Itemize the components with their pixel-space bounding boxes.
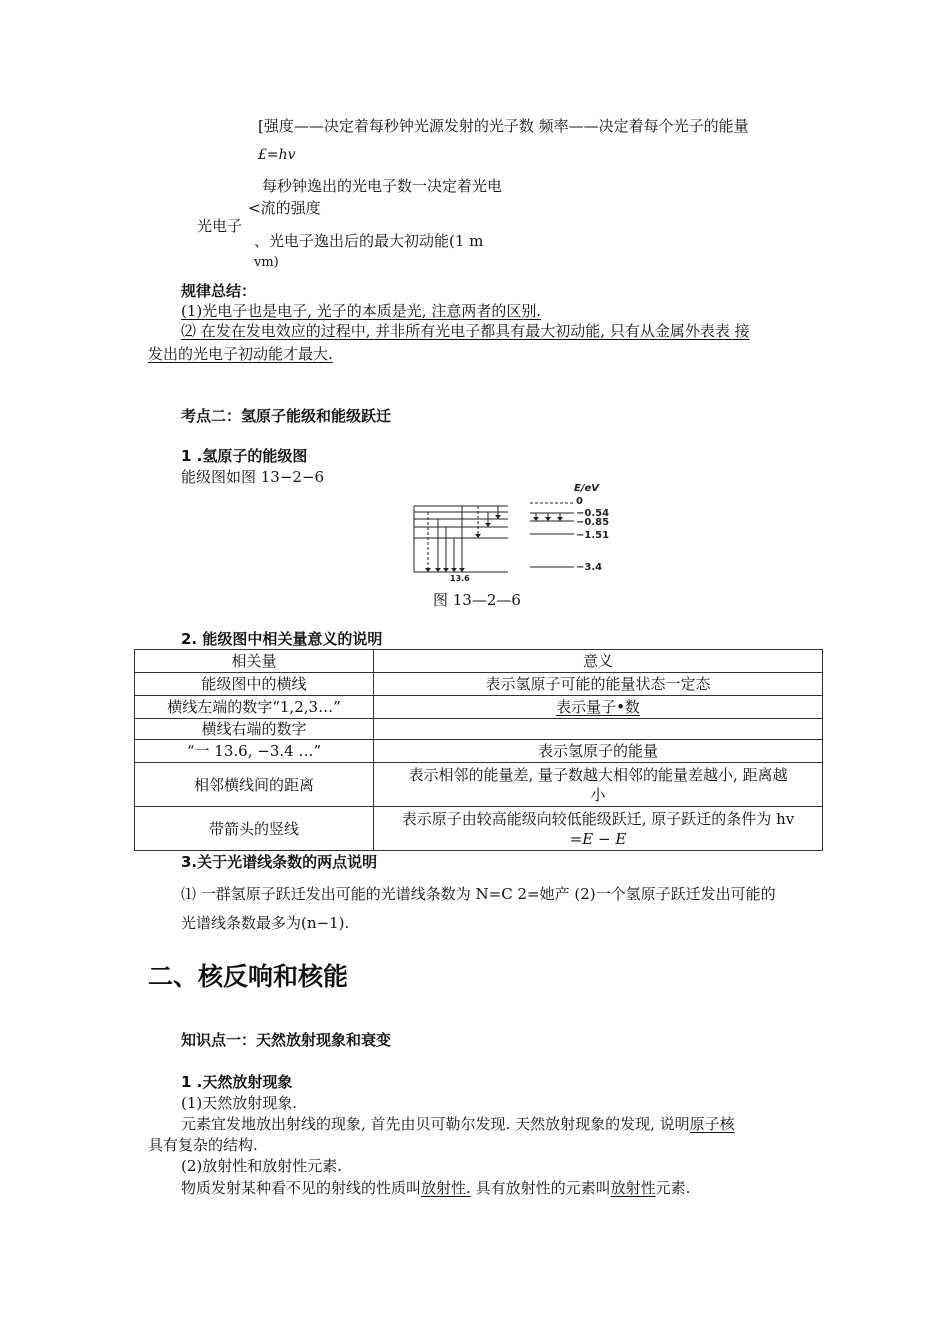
level-label-2: −0.85 xyxy=(576,517,610,528)
photoelectric-line-intensity-frequency: [强度——决定着每秒钟光源发射的光子数 频率——决定着每个光子的能量 xyxy=(258,117,749,135)
ground-level-label: 13.6 xyxy=(450,574,470,583)
level-label-3: −1.51 xyxy=(576,530,610,541)
radioactive-term: 放射性 xyxy=(610,1179,656,1197)
quantity-meaning-table xyxy=(134,649,823,851)
knowledge-point-title: 知识点一：天然放射现象和衰变 xyxy=(181,1031,392,1049)
paragraph-4-text: 物质发射某种看不见的射线的性质叫 xyxy=(181,1179,422,1197)
table-cell xyxy=(374,807,823,851)
energy-level-intro: 能级图如图 13−2−6 xyxy=(181,468,325,486)
paragraph-2-continued: 具有复杂的结构. xyxy=(148,1136,258,1154)
paragraph-3: (2)放射性和放射性元素. xyxy=(181,1157,343,1175)
table-header-cell: 相关量 xyxy=(135,650,374,673)
section-title-energy-levels: 考点二：氢原子能级和能级跃迁 xyxy=(181,407,392,425)
table-row xyxy=(135,740,823,763)
spectral-lines-text-1: ⑴ 一群氢原子跃迁发出可能的光谱线条数为 N=C 2=她产 (2)一个氢原子跃迁发出可能的 xyxy=(181,885,776,903)
table-cell xyxy=(374,763,823,807)
level-label-0: 0 xyxy=(576,496,583,507)
subsection-quantity-meaning: 2. 能级图中相关量意义的说明 xyxy=(181,630,383,648)
table-row xyxy=(135,719,823,740)
table-cell: 带箭头的竖线 xyxy=(135,807,374,851)
table-cell-line: 表示原子由较高能级向较低能级跃迁, 原子跃迁的条件为 hv xyxy=(401,809,795,828)
table-row xyxy=(135,673,823,696)
table-row xyxy=(135,763,823,807)
summary-item-2b: 发出的光电子初动能才最大. xyxy=(148,345,333,363)
paragraph-4-text: 元素. xyxy=(655,1179,691,1197)
table-cell-line: 表示相邻的能量差, 量子数越大相邻的能量差越小, 距离越 xyxy=(408,765,788,784)
photoelectric-line-kinetic: 、光电子逸出后的最大初动能(1 m xyxy=(254,232,484,250)
table-cell: 相邻横线间的距离 xyxy=(135,763,374,807)
paragraph-4-text: 具有放射性的元素叫 xyxy=(470,1179,611,1197)
spectral-lines-text-2: 光谱线条数最多为(n−1). xyxy=(181,914,350,932)
summary-title: 规律总结： xyxy=(181,282,257,300)
summary-item-2a: ⑵ 在发在发电效应的过程中, 并非所有光电子都具有最大初动能, 只有从金属外表表 接 xyxy=(181,322,750,340)
table-cell: 横线左端的数字“1,2,3…” xyxy=(135,696,374,719)
photoelectron-label: 光电子 xyxy=(197,217,243,235)
paragraph-2-text: 元素宜发地放出射线的现象, 首先由贝可勒尔发现. 天然放射现象的发现, 说明 xyxy=(181,1115,690,1133)
radioactivity-term: 放射性. xyxy=(421,1179,471,1197)
atomic-nucleus-term: 原子核 xyxy=(689,1115,735,1133)
level-label-4: −3.4 xyxy=(576,562,603,573)
table-cell: “一 13.6, −3.4 …” xyxy=(135,740,374,763)
photoelectric-line-current: <流的强度 xyxy=(248,199,321,217)
table-cell: 横线右端的数字 xyxy=(135,719,374,740)
figure-caption: 图 13—2—6 xyxy=(433,591,521,609)
table-cell-line: 小 xyxy=(590,785,606,804)
table-row xyxy=(135,807,823,851)
photon-energy-formula: £=hv xyxy=(258,147,296,163)
photoelectric-line-count: 每秒钟逸出的光电子数一决定着光电 xyxy=(262,177,503,195)
table-row xyxy=(135,696,823,719)
quantum-number-text: 表示量子•数 xyxy=(556,698,640,716)
table-cell: 表示氢原子的能量 xyxy=(374,740,823,763)
subsection-spectral-lines: 3.关于光谱线条数的两点说明 xyxy=(181,853,378,871)
subsection-energy-level-diagram: 1 .氢原子的能级图 xyxy=(181,447,308,465)
diagram-axis-label: E/eV xyxy=(574,483,600,494)
paragraph-1: (1)天然放射现象. xyxy=(181,1094,298,1112)
level-label-1: −0.54 xyxy=(576,508,610,519)
summary-item-1: (1)光电子也是电子, 光子的本质是光, 注意两者的区别. xyxy=(181,302,542,320)
paragraph-4 xyxy=(181,1178,690,1198)
table-cell xyxy=(374,696,823,719)
paragraph-2 xyxy=(181,1114,735,1134)
table-cell-line: =E − E xyxy=(569,829,627,848)
chapter-title: 二、核反响和核能 xyxy=(148,962,349,991)
table-header-cell: 意义 xyxy=(374,650,823,673)
photoelectric-line-vm: vm) xyxy=(254,255,279,270)
table-header-row xyxy=(135,650,823,673)
table-cell xyxy=(374,719,823,740)
table-cell: 能级图中的横线 xyxy=(135,673,374,696)
energy-level-diagram xyxy=(408,480,618,588)
table-cell: 表示氢原子可能的能量状态一定态 xyxy=(374,673,823,696)
subsection-natural-radioactivity: 1 .天然放射现象 xyxy=(181,1073,293,1091)
